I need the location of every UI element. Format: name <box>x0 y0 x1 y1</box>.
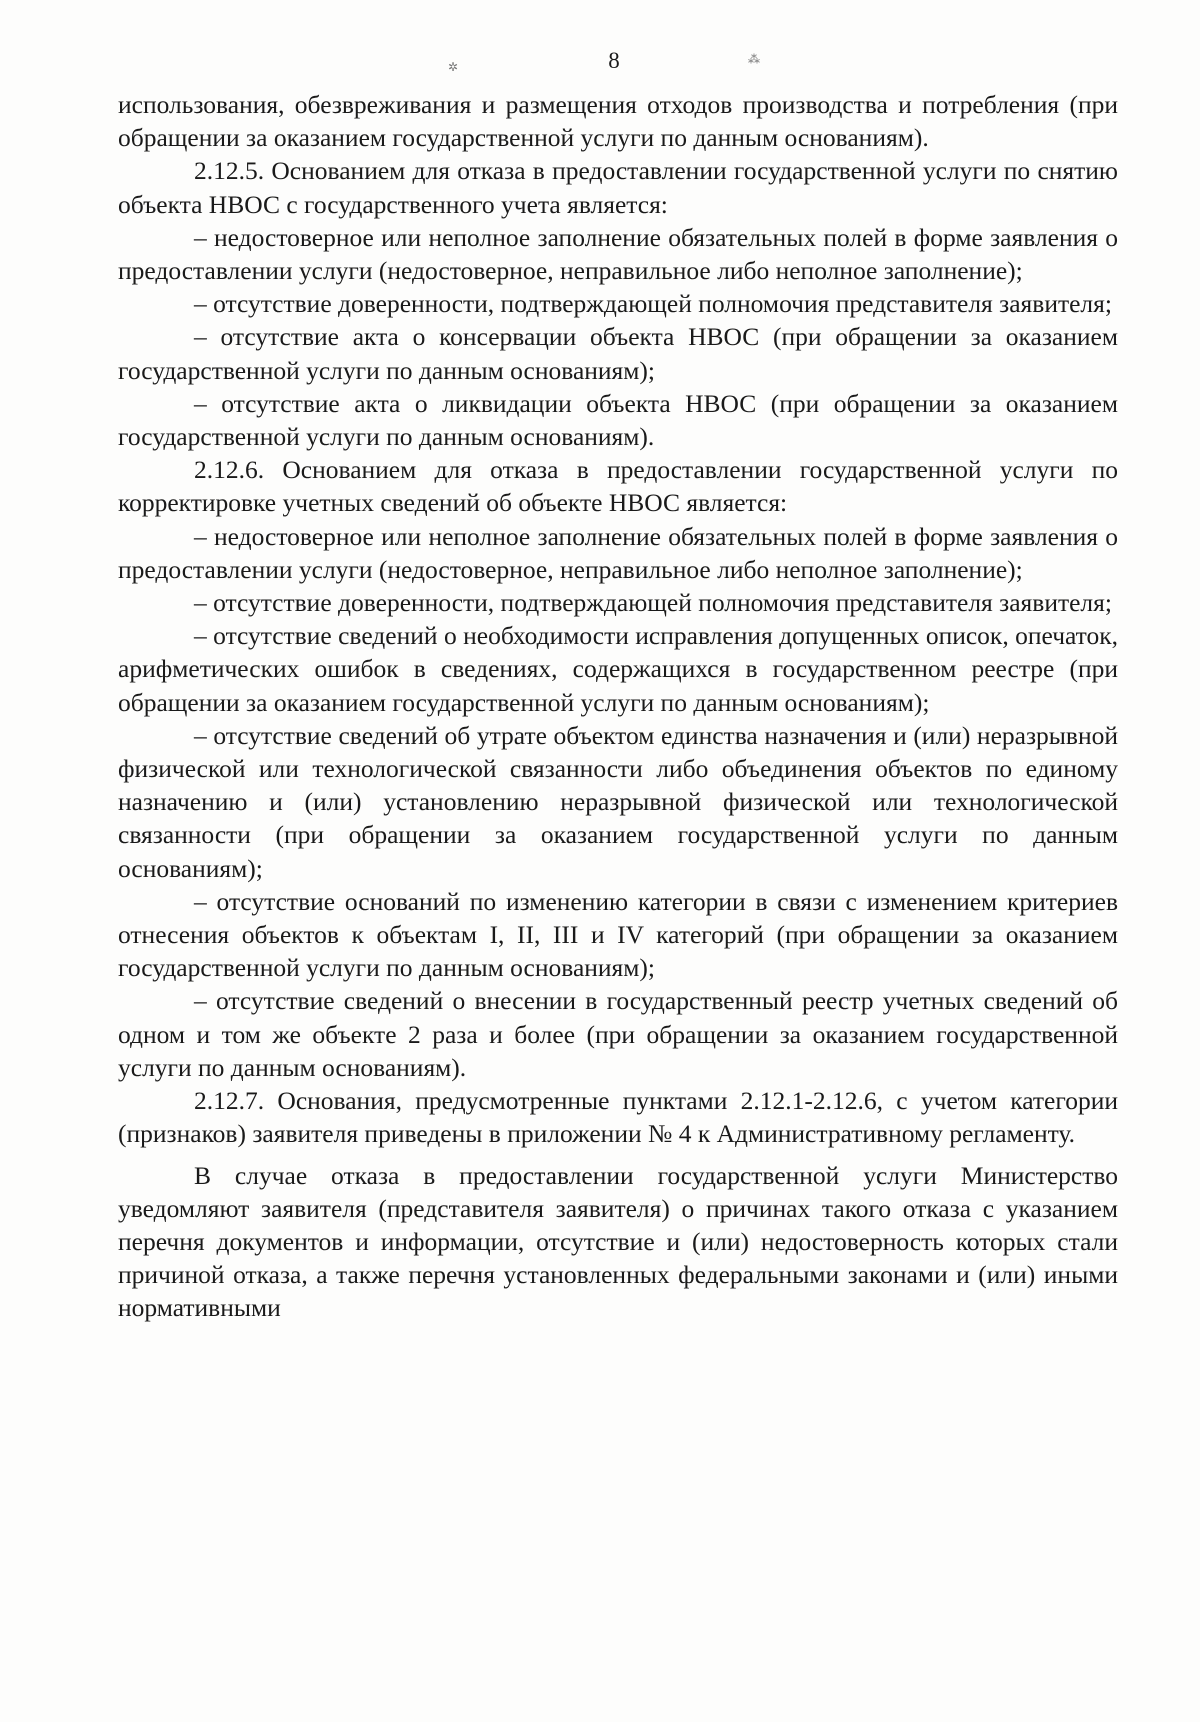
list-item: – недостоверное или неполное заполнение обязательных полей в форме заявления о предоставлении услуги (недостоверное, неправильное либо неполное заполнение); <box>118 521 1118 584</box>
paragraph-refusal-notice: В случае отказа в предоставлении государственной услуги Министерство уведомляют заявителя (представителя заявителя) о причинах такого отказа с указанием перечня документов и информации, отсутствие и (или) недостоверность которых стали причиной отказа, а также перечня установленных федеральными законами и (или) иными нормативными <box>118 1160 1118 1323</box>
page-number: 8 <box>608 48 620 73</box>
list-item: – отсутствие доверенности, подтверждающей полномочия представителя заявителя; <box>194 289 1112 319</box>
list-item: – отсутствие сведений об утрате объектом единства назначения и (или) неразрывной физической или технологической связанности либо объединения объектов по единому назначению и (или) установлению неразрывной физической или технологической связанности (при обращении за оказанием государственной услуги по данным основаниям); <box>118 720 1118 883</box>
list-item: – отсутствие доверенности, подтверждающей полномочия представителя заявителя; <box>194 588 1112 618</box>
paragraph-2-12-7: 2.12.7. Основания, предусмотренные пунктами 2.12.1-2.12.6, с учетом категории (признаков) заявителя приведены в приложении № 4 к Административному регламенту. <box>118 1086 1118 1149</box>
list-item: – отсутствие сведений о внесении в государственный реестр учетных сведений об одном и том же объекте 2 раза и более (при обращении за оказанием государственной услуги по данным основаниям). <box>118 986 1118 1082</box>
list-item: – недостоверное или неполное заполнение обязательных полей в форме заявления о предоставлении услуги (недостоверное, неправильное либо неполное заполнение); <box>118 222 1118 286</box>
list-item: – отсутствие сведений о необходимости исправления допущенных описок, опечаток, арифметических ошибок в сведениях, содержащихся в государственном реестре (при обращении за оказанием государственной услуги по данным основаниям); <box>118 621 1118 717</box>
paragraph-2-12-5: 2.12.5. Основанием для отказа в предоставлении государственной услуги по снятию объекта НВОС с государственного учета является: <box>118 156 1118 219</box>
scan-speck: ✲ <box>448 60 459 74</box>
paragraph-continuation: использования, обезвреживания и размещения отходов производства и потребления (при обращении за оказанием государственной услуги по данным основаниям). <box>118 90 1118 153</box>
list-item: – отсутствие оснований по изменению категории в связи с изменением критериев отнесения объектов к объектам I, II, III и IV категорий (при обращении за оказанием государственной услуги по данным основаниям); <box>118 886 1118 983</box>
list-item: – отсутствие акта о ликвидации объекта НВОС (при обращении за оказанием государственной услуги по данным основаниям). <box>118 388 1118 452</box>
paragraph-2-12-6: 2.12.6. Основанием для отказа в предоставлении государственной услуги по корректировке учетных сведений об объекте НВОС является: <box>118 455 1118 518</box>
document-body <box>118 88 1118 1325</box>
list-item: – отсутствие акта о консервации объекта НВОС (при обращении за оказанием государственной услуги по данным основаниям); <box>118 322 1118 385</box>
scan-speck: ⁂ <box>748 52 760 66</box>
